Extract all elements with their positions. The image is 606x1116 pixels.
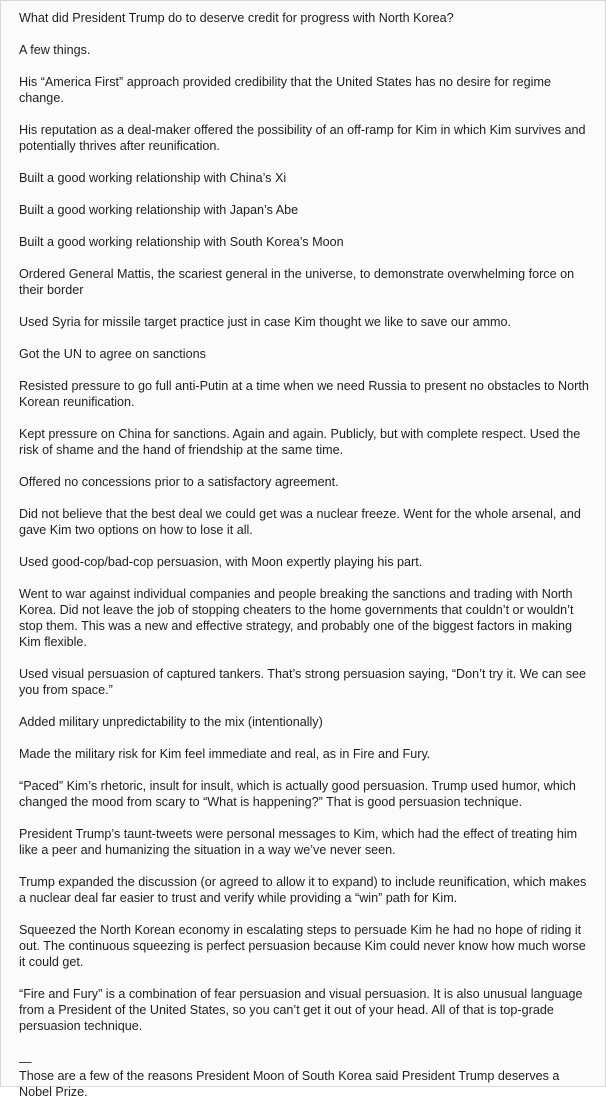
paragraph: Used Syria for missile target practice just in case Kim thought we like to save our ammo. bbox=[19, 315, 512, 329]
paragraph: Resisted pressure to go full anti-Putin at a time when we need Russia to present no obstacles to North Korean reunification. bbox=[19, 379, 589, 409]
paragraph: Did not believe that the best deal we could get was a nuclear freeze. Went for the whole arsenal, and gave Kim two options on how to lose it all. bbox=[19, 507, 581, 537]
paragraph: Used good-cop/bad-cop persuasion, with Moon expertly playing his part. bbox=[19, 555, 423, 569]
paragraph: Made the military risk for Kim feel immediate and real, as in Fire and Fury. bbox=[19, 747, 431, 761]
paragraph: Ordered General Mattis, the scariest general in the universe, to demonstrate overwhelming force on their border bbox=[19, 267, 575, 297]
paragraph: Built a good working relationship with South Korea’s Moon bbox=[19, 235, 344, 249]
paragraph: Added military unpredictability to the mix (intentionally) bbox=[19, 715, 323, 729]
closing-paragraph: Those are a few of the reasons President Moon of South Korea said President Trump deserves a Nobel Prize. bbox=[19, 1069, 560, 1099]
question-heading: What did President Trump do to deserve credit for progress with North Korea? bbox=[19, 11, 454, 25]
paragraph: Built a good working relationship with Japan’s Abe bbox=[19, 203, 299, 217]
paragraph: “Fire and Fury” is a combination of fear persuasion and visual persuasion. It is also unusual language from a President of the United States, so you can’t get it out of your head. All of that is top-grade persuasion technique. bbox=[19, 987, 583, 1033]
paragraph: Got the UN to agree on sanctions bbox=[19, 347, 206, 361]
paragraph: Trump expanded the discussion (or agreed to allow it to expand) to include reunification, which makes a nuclear deal far easier to trust and verify while providing a “win” path for Kim. bbox=[19, 875, 587, 905]
paragraph: Offered no concessions prior to a satisfactory agreement. bbox=[19, 475, 339, 489]
paragraph: Used visual persuasion of captured tankers. That’s strong persuasion saying, “Don’t try it. We can see you from space.” bbox=[19, 667, 587, 697]
paragraph: Went to war against individual companies and people breaking the sanctions and trading with North Korea. Did not leave the job of stopping cheaters to the home governments that couldn’t or wouldn’t stop them. This was a new and effective strategy, and probably one of the biggest factors in making Kim flexible. bbox=[19, 587, 574, 649]
paragraph: Built a good working relationship with China’s Xi bbox=[19, 171, 287, 185]
paragraph: “Paced” Kim’s rhetoric, insult for insult, which is actually good persuasion. Trump used humor, which changed the mood from scary to “What is happening?” That is good persuasion technique. bbox=[19, 779, 576, 809]
paragraph: President Trump’s taunt-tweets were personal messages to Kim, which had the effect of treating him like a peer and humanizing the situation in a way we’ve never seen. bbox=[19, 827, 578, 857]
paragraph: His “America First” approach provided credibility that the United States has no desire for regime change. bbox=[19, 75, 551, 105]
paragraph: A few things. bbox=[19, 43, 91, 57]
document-body bbox=[19, 10, 593, 1116]
section-divider: — bbox=[19, 1055, 32, 1069]
paragraph: Squeezed the North Korean economy in escalating steps to persuade Kim he had no hope of riding it out. The continuous squeezing is perfect persuasion because Kim could never know how much worse it could get. bbox=[19, 923, 586, 969]
paragraph: His reputation as a deal-maker offered the possibility of an off-ramp for Kim in which Kim survives and potentially thrives after reunification. bbox=[19, 123, 586, 153]
paragraph: Kept pressure on China for sanctions. Again and again. Publicly, but with complete respect. Used the risk of shame and the hand of friendship at the same time. bbox=[19, 427, 581, 457]
